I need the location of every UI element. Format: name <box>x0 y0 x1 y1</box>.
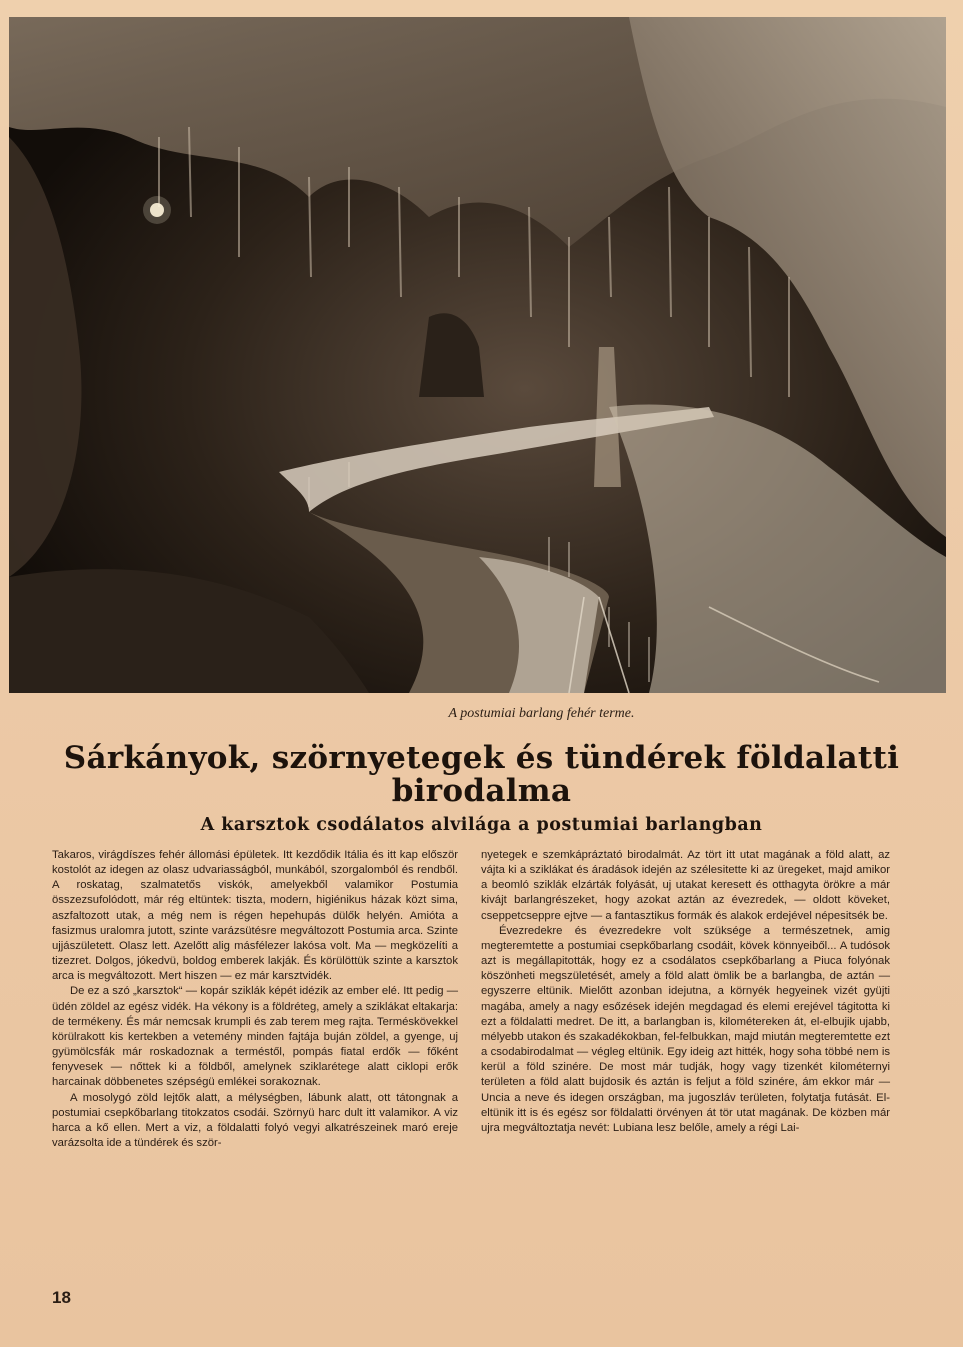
article-paragraph: De ez a szó „karsztok“ — kopár sziklák képét idézik az ember elé. Itt pedig — üdén zöldel az egész vidék. Ha vékony is a földréteg, amely a sziklákat eltakarja: de termékeny. És már nemcsak krumpli és zab terem meg rajta. Terméskövekkel körülrakott kis kertekben a vetemény minden fajtája buján zöldel, a gyenge, uj gyümölcsfák már roskadoznak a terméstől, pompás fiatal erdők — főként fenyvesek — nőttek ki a földből, amelynek sziklarétege alatt ciklopi erők harcainak döbbenetes szépségü emlékei sorakoznak. <box>52 985 458 1089</box>
cave-photograph <box>9 17 946 693</box>
article-paragraph: Takaros, virágdíszes fehér állomási épületek. Itt kezdődik Itália és itt kap először kostolót az idegen az olasz udvariasságból, munkából, szorgalomból és rendből. A roskatag, szalmatetős viskók, amelyekből valamikor Postumia összezsufolódott, már rég eltüntek: tiszta, modern, higiénikus házak közt sima, aszfaltozott utak, a még nem is régen hepehupás dülők helyén. Amióta a fasizmus uralomra jutott, szinte varázsütésre megváltozott Postumia arca. Szinte ujjászületett. Olasz lett. Azelőtt alig másfélezer lakósa volt. Ma — megközelíti a tizezret. Dolgos, jókedvü, boldog emberek lakják. És körülöttük szinte a karsztok arca is megváltozott. Mert hiszen — ez már karsztvidék. <box>52 849 458 983</box>
article-paragraph: A mosolygó zöld lejtők alatt, a mélységben, lábunk alatt, ott tátongnak a postumiai csepkőbarlang titokzatos csodái. Szörnyü harc dult itt valamikor. A viz harca a kő ellen. Mert a viz, a földalatti folyó vegyi alkatrészeinek maró ereje varázsolta ide a tündérek és ször- <box>52 1091 458 1149</box>
photo-caption: A postumiai barlang fehér terme. <box>448 706 635 721</box>
article-column-left <box>52 848 458 1151</box>
article-title: Sárkányok, szörnyetegek és tündérek földalatti birodalma <box>63 740 900 809</box>
article-paragraph: Évezredekre és évezredekre volt szüksége a természetnek, amig megteremtette a postumiai csepkőbarlang csodáit, kövek könnyeiből... A tudósok azt is megállapitották, hogy ez a csodálatos csepkőbarlang a Piuca folyónak köszönheti megszületését, amely a föld alatt ömlik be a barlangba, de aztán — egyszerre eltünik. Mielőtt azonban idejutna, a környék hegyeinek vizét gyüjti magába, amely a nagy esőzések idején megdagad és elemi erejével tágitotta ki ezt a földalatti medret. De itt, a barlangban is, kilométereken át, el-elbujik ujabb, mélyebb utakon és szakadékokban, fel-felbukkan, majd miután megteremtette ezt a csodabirodalmat — végleg eltünik. Egy ideig azt hitték, hogy soha többé nem is kerül a föld szinére. De most már tudják, hogy vagy tizenkét kilométernyi területen a föld alatt bujdosik és aztán is feljut a föld szinére, ám ekkor már — Uncia a neve és idegen országban, ma jugoszláv területen, folytatja futását. El-eltünik itt is és egész sor földalatti örvényen át tör utat magának. De közben már ujra megváltoztatja nevét: Lubiana lesz belőle, amely a régi Lai- <box>481 924 890 1134</box>
article-subtitle: A karsztok csodálatos alvilága a postumiai barlangban <box>200 815 763 835</box>
page-number: 18 <box>52 1288 71 1307</box>
cave-photo-illustration <box>9 17 946 693</box>
article-paragraph: nyetegek e szemkápráztató birodalmát. Az tört itt utat magának a föld alatt, az vájta ki a sziklákat és áradások idején az szélesitette ki az üregeket, majd amikor a beomló sziklák elzárták folyását, uj utakat keresett és otthagyta örökre a már kivájt barlangrészeket, hogy azokat aztán az évezredek, — oldott köveket, cseppetcseppre ejtve — a fantasztikus formák és alakok erdejével népesitsék be. <box>481 849 890 922</box>
article-column-right <box>481 848 890 1136</box>
